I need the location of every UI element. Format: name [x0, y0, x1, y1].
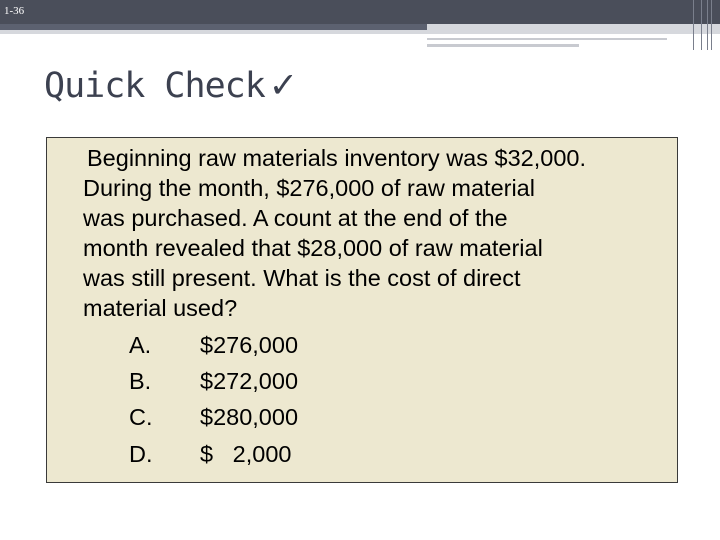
checkmark-icon: ✓ — [268, 66, 299, 106]
header-bar — [0, 0, 720, 24]
question-line: month revealed that $28,000 of raw material — [83, 235, 543, 261]
question-line: was still present. What is the cost of direct — [83, 265, 521, 291]
option-c-value: $280,000 — [200, 404, 299, 430]
slide-number: 1-36 — [4, 5, 25, 17]
option-d-value: $ 2,000 — [200, 441, 292, 467]
slide-title — [44, 66, 298, 106]
header-tick-rules — [690, 0, 720, 50]
option-b-letter: B. — [129, 368, 152, 394]
question-line: material used? — [83, 295, 238, 321]
option-a-letter: A. — [129, 332, 152, 358]
question-line: Beginning raw materials inventory was $32,000. — [87, 145, 586, 171]
question-box — [46, 137, 678, 483]
header-underbar-accent — [0, 24, 427, 30]
option-c-letter: C. — [129, 404, 153, 430]
decor-rule — [427, 44, 579, 47]
option-b-value: $272,000 — [200, 368, 299, 394]
question-line: During the month, $276,000 of raw material — [83, 175, 535, 201]
option-d-letter: D. — [129, 441, 153, 467]
option-a-value: $276,000 — [200, 332, 299, 358]
decor-rule — [427, 38, 667, 40]
slide-title-text: Quick Check — [44, 66, 265, 106]
question-line: was purchased. A count at the end of the — [83, 205, 508, 231]
